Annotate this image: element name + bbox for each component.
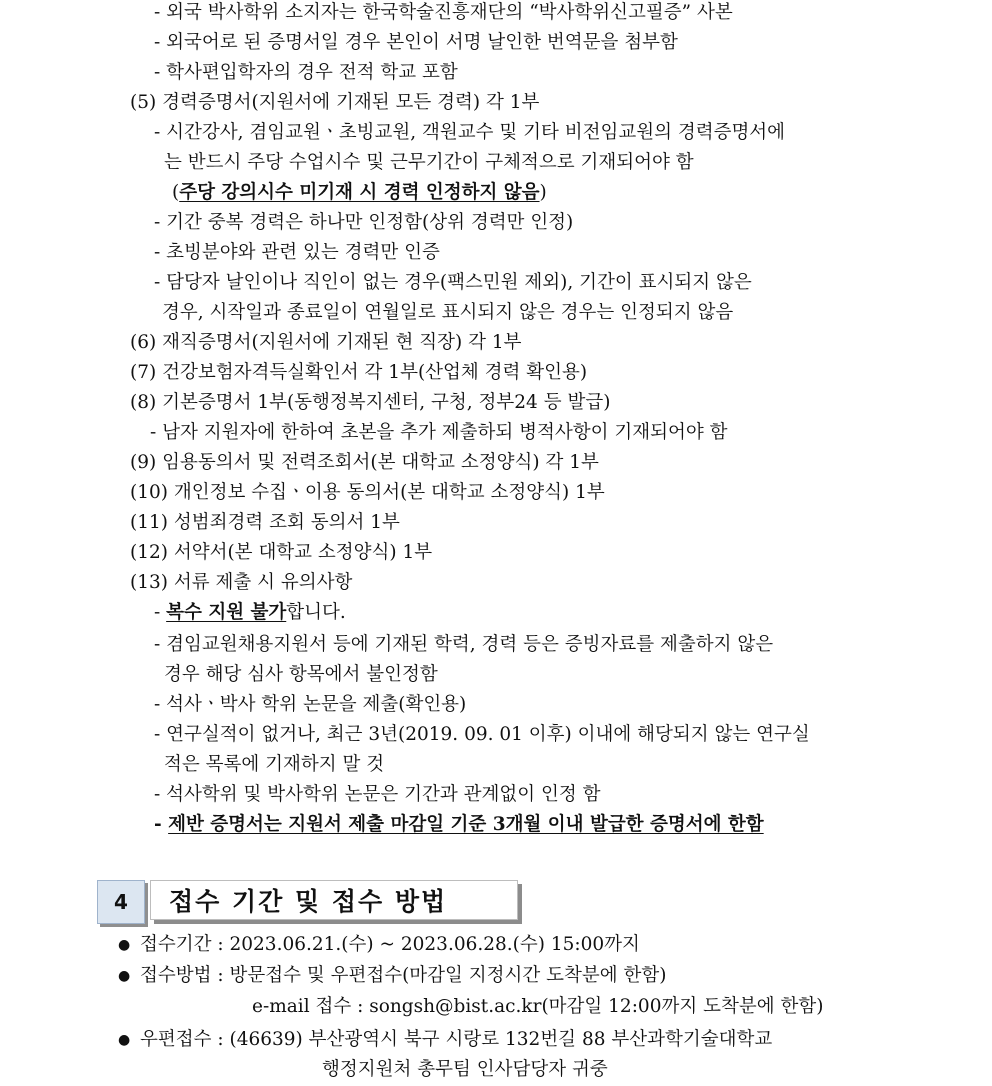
bullet-icon: ● (118, 937, 131, 953)
reception-email-note: (마감일 12:00까지 도착분에 한함) (541, 996, 824, 1017)
doc-line: - 기간 중복 경력은 하나만 인정함(상위 경력만 인정) (154, 212, 574, 233)
doc-line: - 초빙분야와 관련 있는 경력만 인증 (154, 242, 440, 263)
doc-item-heading: (6) 재직증명서(지원서에 기재된 현 직장) 각 1부 (130, 332, 522, 353)
paren-close: ) (539, 182, 547, 203)
doc-line: - 연구실적이 없거나, 최근 3년(2019. 09. 01 이후) 이내에 해당되지 않는 연구실 (154, 724, 810, 745)
section-title: 접수 기간 및 접수 방법 (150, 880, 518, 920)
doc-item-heading: (12) 서약서(본 대학교 소정양식) 1부 (130, 542, 433, 563)
reception-mail-label: 우편접수 : (140, 1029, 230, 1050)
paren-open: ( (172, 182, 180, 203)
reception-email (252, 995, 823, 1019)
multiple-application-emphasis: 복수 지원 불가 (166, 602, 287, 623)
reception-mail-address: (46639) 부산광역시 북구 시랑로 132번길 88 부산과학기술대학교 (229, 1029, 773, 1050)
doc-item-heading: (9) 임용동의서 및 전력조회서(본 대학교 소정양식) 각 1부 (130, 452, 599, 473)
notice-emphasis: 주당 강의시수 미기재 시 경력 인정하지 않음 (179, 182, 540, 203)
doc-line: 적은 목록에 기재하지 말 것 (164, 754, 385, 775)
doc-line: 경우 해당 심사 항목에서 불인정함 (164, 664, 438, 685)
dash: - (154, 814, 169, 835)
doc-line: - 석사ㆍ박사 학위 논문을 제출(확인용) (154, 694, 467, 715)
multiple-application-rest: 합니다. (286, 602, 346, 623)
doc-item-heading: (10) 개인정보 수집ㆍ이용 동의서(본 대학교 소정양식) 1부 (130, 482, 605, 503)
reception-mail (140, 1028, 772, 1052)
doc-line: - 남자 지원자에 한하여 초본을 추가 제출하되 병적사항이 기재되어야 함 (150, 422, 728, 443)
doc-item-heading: (8) 기본증명서 1부(동행정복지센터, 구청, 정부24 등 발급) (130, 392, 611, 413)
bullet-icon: ● (118, 968, 131, 984)
doc-line: - 외국 박사학위 소지자는 한국학술진흥재단의 “박사학위신고필증” 사본 (154, 2, 733, 23)
doc-line: - 시간강사, 겸임교원ㆍ초빙교원, 객원교수 및 기타 비전임교원의 경력증명서에 (154, 122, 786, 143)
reception-email-address[interactable]: songsh@bist.ac.kr (369, 996, 542, 1017)
doc-line: 경우, 시작일과 종료일이 연월일로 표시되지 않은 경우는 인정되지 않음 (162, 302, 734, 323)
bullet-icon: ● (118, 1032, 131, 1048)
doc-item-heading: (5) 경력증명서(지원서에 기재된 모든 경력) 각 1부 (130, 92, 540, 113)
reception-period-label: 접수기간 : (140, 934, 230, 955)
certificate-notice-emphasis: 제반 증명서는 지원서 제출 마감일 기준 3개월 이내 발급한 증명서에 한함 (168, 814, 764, 835)
reception-method-value: 방문접수 및 우편접수(마감일 지정시간 도착분에 한함) (229, 965, 667, 986)
doc-line: - 학사편입학자의 경우 전적 학교 포함 (154, 62, 458, 83)
reception-method (140, 964, 667, 988)
notice-line (172, 181, 547, 205)
reception-method-label: 접수방법 : (140, 965, 230, 986)
multiple-application-line (154, 601, 346, 625)
doc-line: - 담당자 날인이나 직인이 없는 경우(팩스민원 제외), 기간이 표시되지 않은 (154, 272, 752, 293)
reception-email-label: e-mail 접수 : (252, 996, 370, 1017)
doc-item-heading: (7) 건강보험자격득실확인서 각 1부(산업체 경력 확인용) (130, 362, 588, 383)
doc-line: - 외국어로 된 증명서일 경우 본인이 서명 날인한 번역문을 첨부함 (154, 32, 678, 53)
reception-period-value: 2023.06.21.(수) ~ 2023.06.28.(수) 15:00까지 (229, 934, 640, 955)
doc-line: - 석사학위 및 박사학위 논문은 기간과 관계없이 인정 함 (154, 784, 601, 805)
reception-period (140, 933, 640, 957)
dash: - (154, 602, 167, 623)
reception-mail-recipient: 행정지원처 총무팀 인사담당자 귀중 (322, 1059, 608, 1080)
doc-item-heading: (13) 서류 제출 시 유의사항 (130, 572, 353, 593)
certificate-notice-line (154, 813, 764, 837)
doc-item-heading: (11) 성범죄경력 조회 동의서 1부 (130, 512, 400, 533)
doc-line: 는 반드시 주당 수업시수 및 근무기간이 구체적으로 기재되어야 함 (164, 152, 694, 173)
section-number-badge: 4 (97, 880, 145, 924)
doc-line: - 겸임교원채용지원서 등에 기재된 학력, 경력 등은 증빙자료를 제출하지 않은 (154, 634, 774, 655)
